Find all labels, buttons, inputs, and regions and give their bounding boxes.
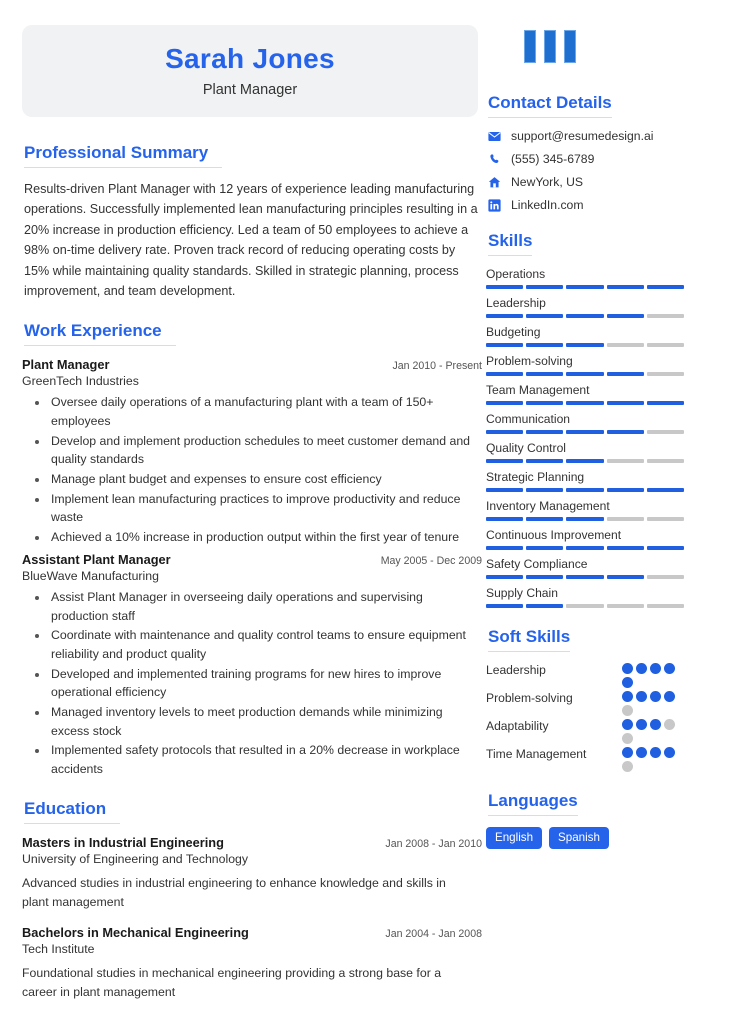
experience-entry: [22, 551, 482, 779]
experience-entry-header: [22, 357, 482, 372]
soft-skill-rating-dot: [622, 733, 633, 744]
skill-level-segment: [566, 604, 603, 608]
skill-level-segment: [526, 604, 563, 608]
contact-heading: Contact Details: [488, 93, 612, 118]
skill-name: Problem-solving: [486, 354, 573, 368]
skill-level-segment: [647, 575, 684, 579]
soft-skill-rating-dot: [664, 719, 675, 730]
experience-entry-header: [22, 552, 482, 567]
experience-list: [22, 357, 482, 778]
languages-heading: Languages: [488, 791, 578, 816]
skill-level-segment: [647, 488, 684, 492]
skill-level-bar: [486, 546, 684, 550]
skill-item: [486, 470, 684, 492]
linkedin-icon: [486, 199, 503, 212]
skill-item: [486, 354, 684, 376]
logo-bar-3: [564, 30, 576, 63]
education-degree: Masters in Industrial Engineering: [22, 834, 224, 850]
skill-level-segment: [486, 517, 523, 521]
skill-level-segment: [526, 488, 563, 492]
skill-level-bar: [486, 604, 684, 608]
skill-item: [486, 325, 684, 347]
education-description: Advanced studies in industrial engineering to enhance knowledge and skills in plant management: [22, 875, 446, 909]
job-title: Assistant Plant Manager: [22, 551, 171, 567]
skill-level-segment: [526, 401, 563, 405]
skill-item: [486, 528, 684, 550]
education-degree: Bachelors in Mechanical Engineering: [22, 924, 249, 940]
skill-level-segment: [486, 604, 523, 608]
soft-skills-section: [486, 627, 730, 772]
skill-level-segment: [526, 314, 563, 318]
job-bullet: • Assist Plant Manager in overseeing daily operations and supervising production staff: [49, 588, 481, 625]
skill-level-segment: [566, 488, 603, 492]
skill-level-bar: [486, 285, 684, 289]
soft-skill-rating-dot: [664, 747, 675, 758]
skill-level-bar: [486, 430, 684, 434]
skill-level-segment: [486, 285, 523, 289]
soft-skill-rating-dot: [622, 677, 633, 688]
soft-skill-rating-dots: [622, 663, 684, 688]
skill-level-segment: [486, 430, 523, 434]
soft-skill-item: [486, 719, 684, 744]
skill-level-segment: [486, 575, 523, 579]
skill-level-segment: [607, 546, 644, 550]
job-organization: GreenTech Industries: [22, 374, 139, 389]
skill-level-segment: [486, 459, 523, 463]
skill-item: [486, 586, 684, 608]
skill-name: Safety Compliance: [486, 557, 588, 571]
email-icon: [486, 130, 503, 143]
logo-bar-1: [524, 30, 536, 63]
soft-skill-rating-dot: [636, 747, 647, 758]
contact-item[interactable]: [486, 175, 730, 189]
contact-value: LinkedIn.com: [511, 198, 584, 212]
skill-level-segment: [647, 314, 684, 318]
skill-level-bar: [486, 401, 684, 405]
education-list: [22, 834, 482, 1002]
skill-level-segment: [566, 459, 603, 463]
name-banner: [22, 25, 478, 117]
soft-skill-item: [486, 691, 684, 716]
skill-name: Inventory Management: [486, 499, 610, 513]
skill-name: Continuous Improvement: [486, 528, 622, 542]
soft-skill-rating-dot: [650, 719, 661, 730]
contact-details-section: [486, 93, 730, 212]
skill-item: [486, 296, 684, 318]
skills-heading: Skills: [488, 231, 532, 256]
job-bullet: • Coordinate with maintenance and quality control teams to ensure equipment reliability and product quality: [49, 626, 481, 663]
skill-level-segment: [566, 575, 603, 579]
logo-bar-2: [544, 30, 556, 63]
skill-level-segment: [526, 343, 563, 347]
language-chip[interactable]: Spanish: [549, 827, 609, 849]
skill-level-segment: [526, 372, 563, 376]
summary-text: Results-driven Plant Manager with 12 years of experience leading manufacturing operations. Successfully implemented lean manufacturing principles resulting in a 20% increase in production efficiency. Led a team of 50 employees to achieve a 98% on-time delivery rate. Proven track record of reducing operating costs by 15% while maintaining quality standards. Skilled in strategic planning, process improvement, and team development.: [24, 182, 478, 298]
education-date-range: Jan 2004 - Jan 2008: [385, 927, 482, 940]
skill-item: [486, 383, 684, 405]
experience-heading: Work Experience: [24, 321, 176, 346]
contact-value: support@resumedesign.ai: [511, 129, 654, 143]
work-experience-section: [22, 321, 482, 778]
skill-level-segment: [566, 285, 603, 289]
skills-list: [486, 267, 730, 608]
soft-skill-rating-dot: [664, 663, 675, 674]
skill-item: [486, 441, 684, 463]
skill-level-segment: [647, 372, 684, 376]
soft-skill-rating-dot: [636, 719, 647, 730]
skill-level-segment: [607, 430, 644, 434]
skill-name: Quality Control: [486, 441, 566, 455]
skill-item: [486, 412, 684, 434]
skill-level-segment: [566, 517, 603, 521]
skill-level-segment: [607, 575, 644, 579]
skill-level-segment: [607, 343, 644, 347]
soft-skill-rating-dot: [650, 747, 661, 758]
skill-item: [486, 557, 684, 579]
education-description: Foundational studies in mechanical engineering providing a strong base for a career in plant management: [22, 965, 442, 999]
job-bullet: • Achieved a 10% increase in production output within the first year of tenure: [49, 528, 481, 547]
job-bullet: • Developed and implemented training programs for new hires to improve operational efficiency: [49, 665, 481, 702]
skill-level-segment: [607, 604, 644, 608]
skill-level-bar: [486, 575, 684, 579]
job-date-range: May 2005 - Dec 2009: [380, 554, 482, 567]
soft-skill-name: Leadership: [486, 663, 546, 677]
skill-level-bar: [486, 343, 684, 347]
soft-skill-rating-dot: [622, 719, 633, 730]
skill-level-segment: [566, 343, 603, 347]
skill-level-segment: [647, 546, 684, 550]
skill-level-segment: [526, 575, 563, 579]
skill-name: Budgeting: [486, 325, 541, 339]
skill-level-segment: [607, 459, 644, 463]
skill-level-bar: [486, 488, 684, 492]
experience-entry: [22, 357, 482, 547]
skill-name: Leadership: [486, 296, 546, 310]
soft-skill-item: [486, 663, 684, 688]
contact-value: NewYork, US: [511, 175, 584, 189]
soft-skill-rating-dot: [650, 663, 661, 674]
soft-skill-item: [486, 747, 684, 772]
job-bullet-list: [22, 393, 478, 547]
three-vertical-bars-logo: [524, 30, 730, 63]
skill-level-segment: [607, 314, 644, 318]
skill-name: Operations: [486, 267, 546, 281]
education-school: Tech Institute: [22, 941, 95, 956]
skill-level-segment: [486, 372, 523, 376]
skill-level-segment: [566, 430, 603, 434]
skill-level-segment: [486, 488, 523, 492]
job-bullet: • Implement lean manufacturing practices to improve productivity and reduce waste: [49, 490, 481, 527]
skill-level-segment: [486, 314, 523, 318]
skill-level-segment: [607, 372, 644, 376]
skills-section: [486, 231, 730, 608]
skill-name: Supply Chain: [486, 586, 558, 600]
skill-level-segment: [607, 517, 644, 521]
soft-skill-rating-dot: [650, 691, 661, 702]
education-entry-header: [22, 835, 482, 850]
skill-level-segment: [526, 459, 563, 463]
education-entry: [22, 834, 482, 912]
home-icon: [486, 176, 503, 189]
languages-list: [486, 827, 730, 849]
skill-item: [486, 267, 684, 289]
skill-level-segment: [566, 372, 603, 376]
education-heading: Education: [24, 799, 120, 824]
skill-level-segment: [647, 285, 684, 289]
skill-level-segment: [647, 517, 684, 521]
professional-summary-section: [22, 143, 478, 301]
skill-level-segment: [526, 517, 563, 521]
soft-skill-rating-dot: [636, 663, 647, 674]
soft-skill-name: Time Management: [486, 747, 587, 761]
soft-skill-rating-dot: [622, 747, 633, 758]
skill-level-segment: [647, 430, 684, 434]
soft-skills-heading: Soft Skills: [488, 627, 570, 652]
skill-level-segment: [486, 343, 523, 347]
soft-skill-name: Adaptability: [486, 719, 549, 733]
soft-skill-rating-dot: [622, 691, 633, 702]
language-chip[interactable]: English: [486, 827, 542, 849]
education-entry: [22, 924, 482, 1002]
skill-level-segment: [607, 401, 644, 405]
candidate-role: Plant Manager: [202, 81, 298, 98]
job-bullet: • Oversee daily operations of a manufacturing plant with a team of 150+ employees: [49, 393, 481, 430]
phone-icon: [486, 153, 503, 166]
soft-skill-rating-dot: [622, 663, 633, 674]
job-bullet: • Develop and implement production schedules to meet customer demand and quality standards: [49, 432, 481, 469]
skill-level-segment: [607, 488, 644, 492]
skill-level-segment: [647, 401, 684, 405]
soft-skill-rating-dots: [622, 747, 684, 772]
skill-name: Team Management: [486, 383, 590, 397]
sidebar-column: [478, 0, 730, 1022]
job-organization: BlueWave Manufacturing: [22, 568, 159, 583]
skill-level-bar: [486, 459, 684, 463]
job-bullet: • Implemented safety protocols that resulted in a 20% decrease in workplace accidents: [49, 741, 481, 778]
skill-level-segment: [486, 546, 523, 550]
skill-level-bar: [486, 517, 684, 521]
job-title: Plant Manager: [22, 357, 110, 373]
languages-section: [486, 791, 730, 849]
job-bullet: • Manage plant budget and expenses to ensure cost efficiency: [49, 470, 481, 489]
education-date-range: Jan 2008 - Jan 2010: [385, 837, 482, 850]
skill-name: Communication: [486, 412, 571, 426]
soft-skill-rating-dots: [622, 719, 684, 744]
candidate-name: Sarah Jones: [165, 43, 335, 75]
education-entry-header: [22, 925, 482, 940]
soft-skill-name: Problem-solving: [486, 691, 573, 705]
contact-list: [486, 129, 730, 212]
skill-level-segment: [526, 430, 563, 434]
soft-skill-rating-dot: [622, 761, 633, 772]
job-bullet: • Managed inventory levels to meet production demands while minimizing excess stock: [49, 703, 481, 740]
soft-skill-rating-dots: [622, 691, 684, 716]
skill-level-segment: [486, 401, 523, 405]
contact-item[interactable]: [486, 198, 730, 212]
skill-level-bar: [486, 314, 684, 318]
skill-level-segment: [566, 401, 603, 405]
skill-level-segment: [647, 459, 684, 463]
contact-value: (555) 345-6789: [511, 152, 595, 166]
skill-name: Strategic Planning: [486, 470, 585, 484]
job-bullet-list: [22, 588, 478, 779]
soft-skill-rating-dot: [636, 691, 647, 702]
skill-level-segment: [647, 604, 684, 608]
soft-skill-rating-dot: [664, 691, 675, 702]
soft-skill-rating-dot: [622, 705, 633, 716]
soft-skills-list: [486, 663, 730, 772]
contact-item[interactable]: [486, 129, 730, 143]
skill-level-segment: [526, 285, 563, 289]
contact-item[interactable]: [486, 152, 730, 166]
summary-heading: Professional Summary: [24, 143, 222, 168]
skill-level-segment: [607, 285, 644, 289]
skill-item: [486, 499, 684, 521]
skill-level-bar: [486, 372, 684, 376]
education-school: University of Engineering and Technology: [22, 851, 249, 866]
skill-level-segment: [566, 546, 603, 550]
skill-level-segment: [647, 343, 684, 347]
education-section: [22, 798, 482, 1002]
job-date-range: Jan 2010 - Present: [392, 360, 482, 373]
skill-level-segment: [526, 546, 563, 550]
skill-level-segment: [566, 314, 603, 318]
